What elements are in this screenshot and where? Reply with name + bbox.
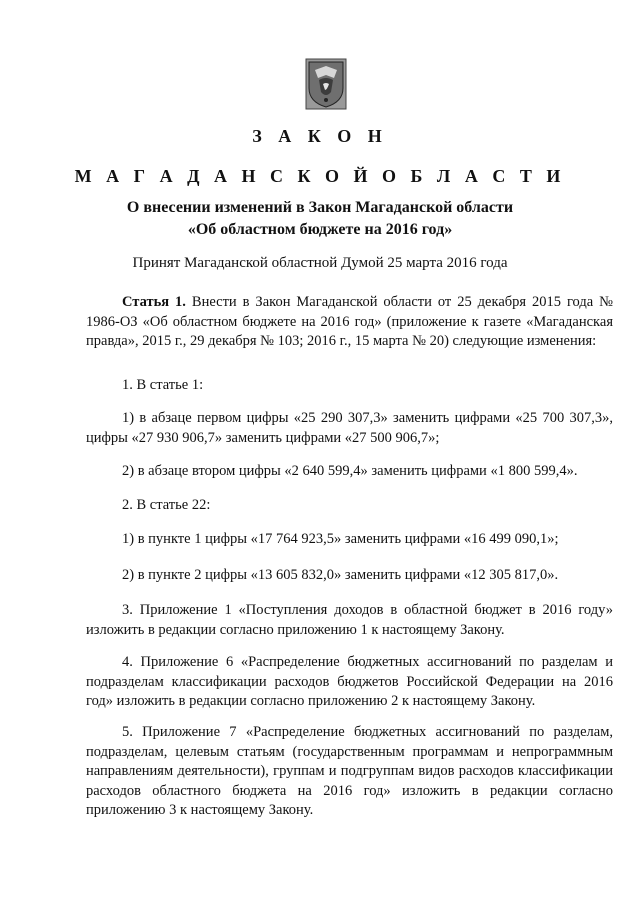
subject-line-2: «Об областном бюджете на 2016 год» (187, 221, 453, 238)
list-item: 1) в абзаце первом цифры «25 290 307,3» заменить цифрами «25 700 307,3», цифры «27 930 906,7» заменить цифрами «27 500 906,7»; (86, 410, 613, 446)
document-title: З А К О Н (252, 126, 388, 146)
subject-line-1: О внесении изменений в Закон Магаданской области (126, 199, 514, 216)
list-item: 2) в пункте 2 цифры «13 605 832,0» заменить цифрами «12 305 817,0». (122, 567, 559, 583)
coat-of-arms-icon (305, 58, 347, 110)
region-title: М А Г А Д А Н С К О Й О Б Л А С Т И (74, 166, 566, 186)
list-item: 1. В статье 1: (122, 377, 204, 393)
article-label: Статья 1. (122, 294, 186, 310)
list-item: 3. Приложение 1 «Поступления доходов в областной бюджет в 2016 году» изложить в редакции согласно приложению 1 к настоящему Закону. (86, 602, 613, 638)
list-item: 2. В статье 22: (122, 497, 211, 513)
list-item: 4. Приложение 6 «Распределение бюджетных ассигнований по разделам и подразделам классификации расходов бюджетов Российской Федерации на 2016 год» изложить в редакции согласно приложению 2 к настоящему Закону. (86, 654, 613, 709)
list-item: 1) в пункте 1 цифры «17 764 923,5» заменить цифрами «16 499 090,1»; (122, 531, 559, 547)
article-intro-text: Внести в Закон Магаданской области от 25 декабря 2015 года № 1986-ОЗ «Об областном бюджете на 2016 год» (приложение к газете «Магаданская правда», 2015 г., 29 декабря № 103; 2016 г., 15 марта № 20) следующие изменения: (86, 294, 614, 349)
law-subject (60, 197, 580, 241)
article-1-intro (86, 293, 613, 352)
list-item: 5. Приложение 7 «Распределение бюджетных ассигнований по разделам, подразделам, целевым статьям (государственным программам и непрограммным направлениям деятельности), группам и подгруппам видов расходов классификации расходов областного бюджета на 2016 год» изложить в редакции согласно приложению 3 к настоящему Закону. (86, 724, 613, 818)
adoption-note: Принят Магаданской областной Думой 25 марта 2016 года (132, 255, 508, 271)
list-item: 2) в абзаце втором цифры «2 640 599,4» заменить цифрами «1 800 599,4». (122, 463, 578, 479)
